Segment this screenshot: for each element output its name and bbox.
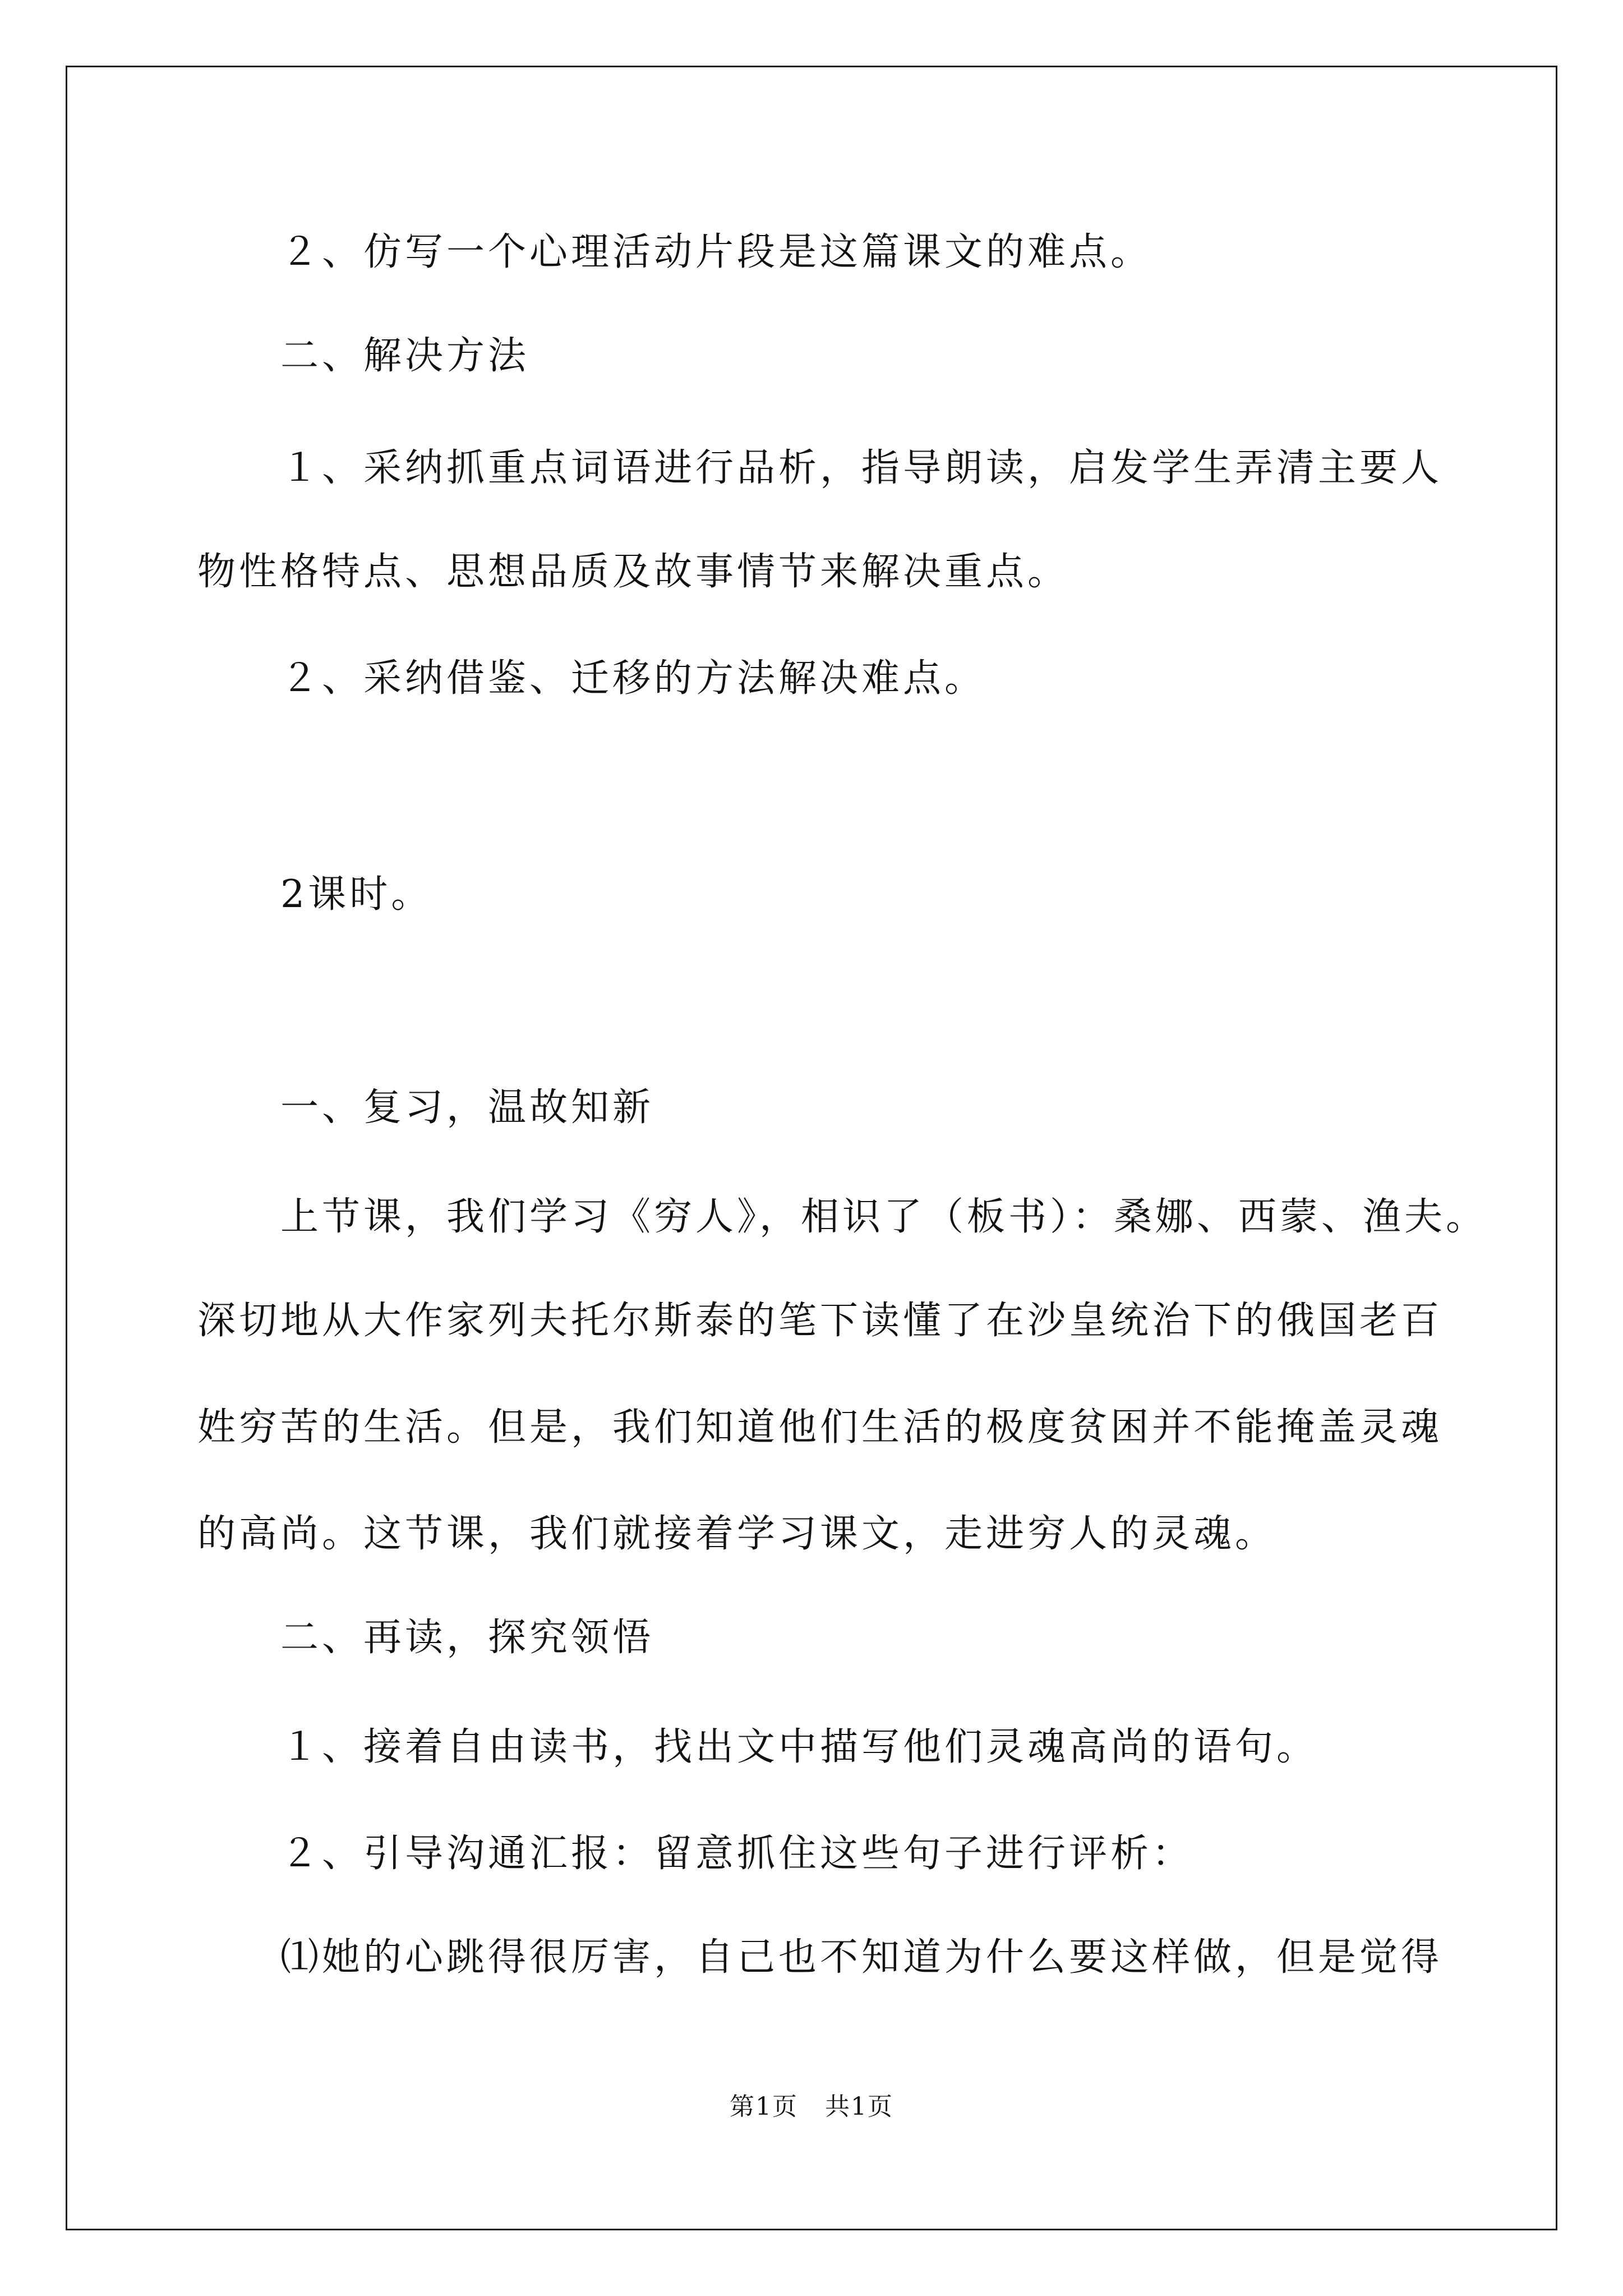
text-line: 的高尚。这节课，我们就接着学习课文，走进穷人的灵魂。 [197, 1512, 1277, 1556]
text-line: 上节课，我们学习《穷人》，相识了（板书）：桑娜、西蒙、渔夫。 [280, 1195, 1488, 1239]
section-heading: 二、再读，探究领悟 [280, 1616, 654, 1660]
text-line: １、接着自由读书，找出文中描写他们灵魂高尚的语句。 [280, 1725, 1318, 1769]
text-line: ２、仿写一个心理活动片段是这篇课文的难点。 [280, 230, 1152, 274]
text-line: 姓穷苦的生活。但是，我们知道他们生活的极度贫困并不能掩盖灵魂 [197, 1405, 1443, 1450]
page-footer: 第1页 共1页 [730, 2092, 893, 2121]
section-heading: 一、复习，温故知新 [280, 1085, 654, 1130]
text-line: 深切地从大作家列夫托尔斯泰的笔下读懂了在沙皇统治下的俄国老百 [197, 1299, 1443, 1343]
text-line: １、采纳抓重点词语进行品析，指导朗读，启发学生弄清主要人 [280, 446, 1443, 490]
text-line: 2课时。 [280, 872, 433, 917]
text-line: ２、采纳借鉴、迁移的方法解决难点。 [280, 656, 986, 701]
text-line: 物性格特点、思想品质及故事情节来解决重点。 [197, 550, 1069, 594]
text-line: ２、引导沟通汇报：留意抓住这些句子进行评析： [280, 1832, 1194, 1876]
text-line: ⑴她的心跳得很厉害，自己也不知道为什么要这样做，但是觉得 [280, 1935, 1443, 1980]
page-border [66, 66, 1557, 2230]
section-heading: 二、解决方法 [280, 334, 530, 378]
